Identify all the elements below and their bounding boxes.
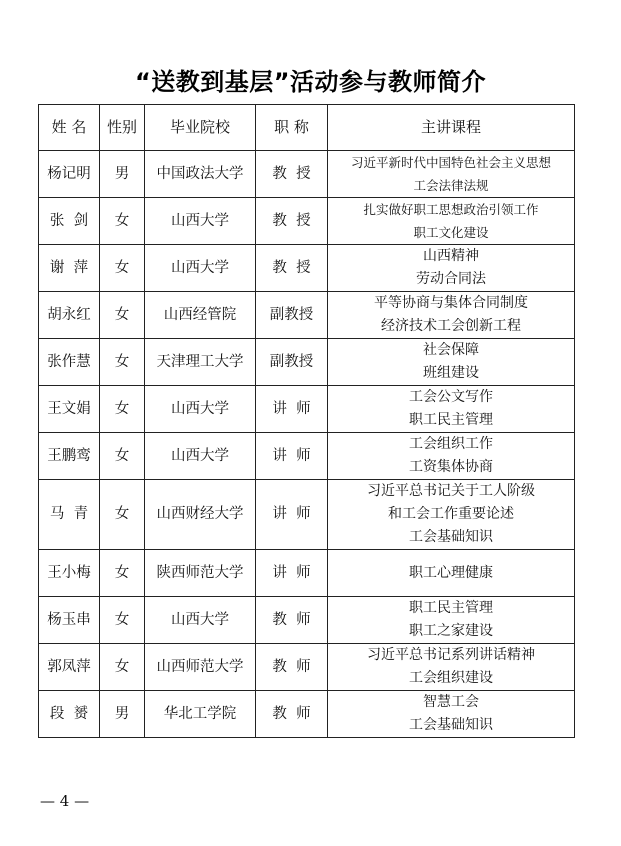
- school-cell: 天津理工大学: [145, 339, 256, 386]
- title-cell: 教 师: [256, 691, 328, 738]
- gender-cell: 男: [100, 151, 145, 198]
- name-cell: 杨记明: [39, 151, 100, 198]
- name-cell: 张 剑: [39, 198, 100, 245]
- gender-cell: 女: [100, 550, 145, 597]
- courses-cell: [328, 480, 575, 550]
- school-cell: 山西大学: [145, 433, 256, 480]
- teacher-table: [38, 104, 575, 738]
- name-cell: 谢 萍: [39, 245, 100, 292]
- title-cell: 讲 师: [256, 480, 328, 550]
- name-cell: 王小梅: [39, 550, 100, 597]
- title-cell: 副教授: [256, 292, 328, 339]
- gender-cell: 女: [100, 597, 145, 644]
- school-cell: 中国政法大学: [145, 151, 256, 198]
- name-cell: 杨玉串: [39, 597, 100, 644]
- table-row: [39, 151, 575, 198]
- title-cell: 讲 师: [256, 386, 328, 433]
- title-cell: 教 授: [256, 245, 328, 292]
- course-line: 工会基础知识: [409, 717, 493, 733]
- table-row: [39, 198, 575, 245]
- header-school: 毕业院校: [145, 105, 256, 151]
- courses-cell: [328, 292, 575, 339]
- gender-cell: 女: [100, 644, 145, 691]
- gender-cell: 女: [100, 198, 145, 245]
- course-line: 工会法律法规: [413, 178, 489, 193]
- table-row: [39, 386, 575, 433]
- course-line: 经济技术工会创新工程: [381, 318, 521, 334]
- course-line: 工会组织建设: [409, 670, 493, 686]
- school-cell: 陕西师范大学: [145, 550, 256, 597]
- title-cell: 教 师: [256, 597, 328, 644]
- title-cell: 讲 师: [256, 550, 328, 597]
- school-cell: 山西大学: [145, 386, 256, 433]
- name-cell: 郭凤萍: [39, 644, 100, 691]
- course-line: 山西精神: [423, 248, 479, 264]
- course-line: 劳动合同法: [416, 271, 486, 287]
- course-line: 职工心理健康: [409, 564, 493, 581]
- courses-cell: [328, 691, 575, 738]
- table-row: [39, 245, 575, 292]
- courses-cell: [328, 597, 575, 644]
- courses-cell: [328, 151, 575, 198]
- header-gender: 性别: [100, 105, 145, 151]
- header-name: 姓 名: [39, 105, 100, 151]
- gender-cell: 女: [100, 386, 145, 433]
- gender-cell: 女: [100, 339, 145, 386]
- school-cell: 山西大学: [145, 198, 256, 245]
- table-row: [39, 597, 575, 644]
- gender-cell: 女: [100, 480, 145, 550]
- course-line: 职工民主管理: [409, 412, 493, 428]
- school-cell: 华北工学院: [145, 691, 256, 738]
- table-row: [39, 691, 575, 738]
- school-cell: 山西经管院: [145, 292, 256, 339]
- course-line: 平等协商与集体合同制度: [374, 295, 528, 311]
- course-line: 习近平总书记关于工人阶级: [367, 483, 535, 499]
- name-cell: 张作慧: [39, 339, 100, 386]
- title-cell: 教 师: [256, 644, 328, 691]
- course-line: 职工民主管理: [409, 600, 493, 616]
- courses-cell: [328, 386, 575, 433]
- name-cell: 胡永红: [39, 292, 100, 339]
- school-cell: 山西财经大学: [145, 480, 256, 550]
- courses-cell: [328, 198, 575, 245]
- table-row: [39, 550, 575, 597]
- school-cell: 山西大学: [145, 245, 256, 292]
- table-row: [39, 480, 575, 550]
- table-row: [39, 292, 575, 339]
- course-line: 工会组织工作: [409, 436, 493, 452]
- gender-cell: 女: [100, 245, 145, 292]
- course-line: 智慧工会: [423, 694, 479, 710]
- course-line: 职工之家建设: [409, 623, 493, 639]
- gender-cell: 女: [100, 292, 145, 339]
- courses-cell: [328, 644, 575, 691]
- courses-cell: [328, 550, 575, 597]
- table-row: [39, 339, 575, 386]
- course-line: 和工会工作重要论述: [388, 506, 514, 522]
- gender-cell: 男: [100, 691, 145, 738]
- table-row: [39, 644, 575, 691]
- gender-cell: 女: [100, 433, 145, 480]
- course-line: 职工文化建设: [413, 225, 489, 240]
- title-cell: 教 授: [256, 198, 328, 245]
- course-line: 扎实做好职工思想政治引领工作: [363, 202, 539, 217]
- name-cell: 王文娟: [39, 386, 100, 433]
- course-line: 社会保障: [423, 342, 479, 358]
- title-cell: 副教授: [256, 339, 328, 386]
- course-line: 工会公文写作: [409, 389, 493, 405]
- table-header-row: [39, 105, 575, 151]
- course-line: 习近平新时代中国特色社会主义思想: [350, 155, 551, 170]
- school-cell: 山西师范大学: [145, 644, 256, 691]
- page-number: — 4 —: [40, 792, 90, 810]
- course-line: 习近平总书记系列讲话精神: [367, 647, 535, 663]
- document-title: “送教到基层”活动参与教师简介: [134, 68, 487, 96]
- header-title: 职 称: [256, 105, 328, 151]
- course-line: 工会基础知识: [409, 529, 493, 545]
- table-body: [39, 151, 575, 738]
- title-cell: 教 授: [256, 151, 328, 198]
- courses-cell: [328, 339, 575, 386]
- courses-cell: [328, 433, 575, 480]
- courses-cell: [328, 245, 575, 292]
- header-courses: 主讲课程: [328, 105, 575, 151]
- name-cell: 王鹏鸾: [39, 433, 100, 480]
- school-cell: 山西大学: [145, 597, 256, 644]
- name-cell: 马 青: [39, 480, 100, 550]
- course-line: 班组建设: [423, 365, 479, 381]
- table-row: [39, 433, 575, 480]
- name-cell: 段 赟: [39, 691, 100, 738]
- title-cell: 讲 师: [256, 433, 328, 480]
- course-line: 工资集体协商: [409, 459, 493, 475]
